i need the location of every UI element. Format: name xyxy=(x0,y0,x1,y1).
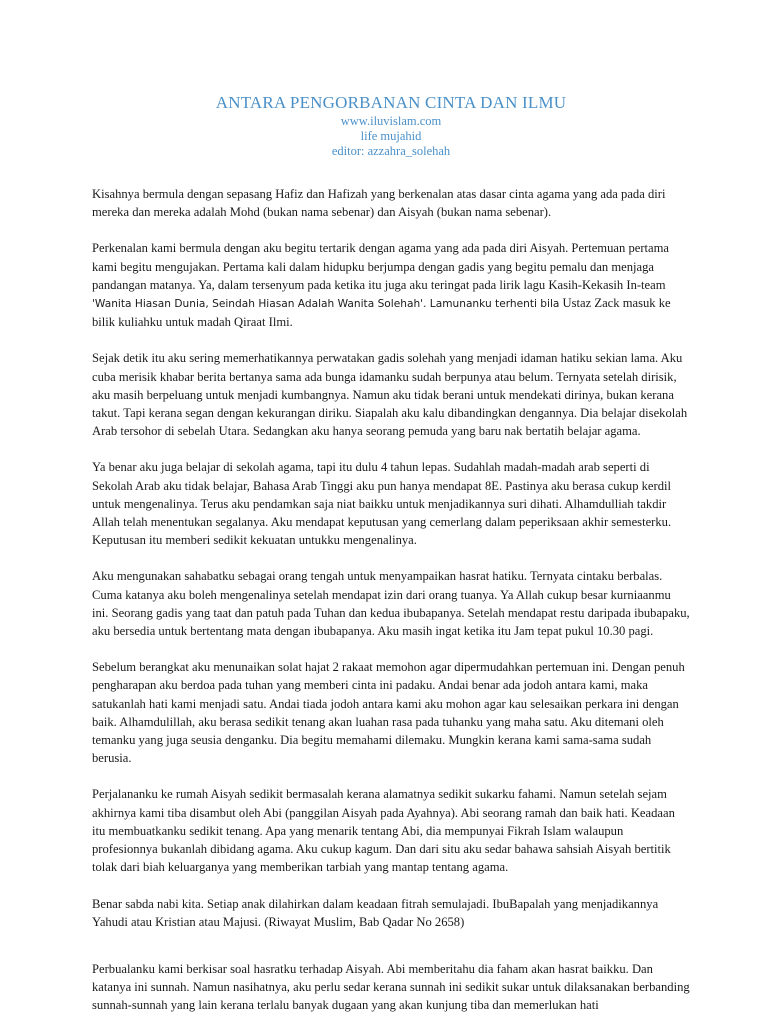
paragraph-9: Perbualanku kami berkisar soal hasratku terhadap Aisyah. Abi memberitahu dia faham akan hasrat baikku. Dan katanya ini sunnah. Namun nasihatnya, aku perlu sedar kerana sunnah ini sedikit sukar untuk dilaksanakan berbanding sunnah-sunnah yang lain kerana terlalu banyak dugaan yang akan kunjung tiba dan memerlukan hati xyxy=(92,961,690,1013)
paragraph-1: Kisahnya bermula dengan sepasang Hafiz dan Hafizah yang berkenalan atas dasar cinta agama yang ada pada diri mereka dan mereka adalah Mohd (bukan nama sebenar) dan Aisyah (bukan nama sebenar). xyxy=(92,187,666,220)
paragraph-6: Sebelum berangkat aku menunaikan solat hajat 2 rakaat memohon agar dipermudahkan pertemuan ini. Dengan penuh pengharapan aku berdoa pada tuhan yang memberi cinta ini padaku. Andai benar ada jodoh antara kami, maka satukanlah hati kami menjadi satu. Andai tiada jodoh antara kami aku mohon agar kau selesaikan perkara ini dengan baik. Alhamdulillah, aku berasa sedikit tenang akan luahan rasa pada tuhanku yang maha satu. Aku ditemani oleh temanku yang juga seusia denganku. Dia begitu memahami dilemaku. Mungkin kerana kami sama-sama sudah berusia. xyxy=(92,660,685,766)
website-link[interactable]: www.iluvislam.com xyxy=(340,114,442,128)
paragraph-7: Perjalananku ke rumah Aisyah sedikit bermasalah kerana alamatnya sedikit sukarku fahami. Namun setelah sejam akhirnya kami tiba disambut oleh Abi (panggilan Aisyah pada Ayahnya). Abi seorang ramah dan baik hati. Keadaan itu membuatkanku sedikit tenang. Apa yang menarik tentang Abi, dia mempunyai Fikrah Islam walaupun profesionnya bukanlah dibidang agama. Aku cukup kagum. Dan dari situ aku sedar bahawa sahsiah Aisyah bertitik tolak dari biah keluarganya yang memberikan tarbiah yang mantap tentang agama. xyxy=(92,787,675,875)
song-lyric-quote: 'Wanita Hiasan Dunia, Seindah Hiasan Adalah Wanita Solehah'. Lamunanku terhenti bila xyxy=(92,298,560,311)
paragraph-5: Aku mengunakan sahabatku sebagai orang tengah untuk menyampaikan hasrat hatiku. Ternyata cintaku berbalas. Cuma katanya aku boleh mengenalinya setelah mendapat izin dari orang tuanya. Ya Allah cukup besar kurniaanmu ini. Seorang gadis yang taat dan patuh pada Tuhan dan kedua ibubapanya. Setelah mendapat restu daripada ibubapaku, aku bersedia untuk bertentang mata dengan ibubapanya. Aku masih ingat ketika itu Jam tepat pukul 10.30 pagi. xyxy=(92,569,690,639)
paragraph-3: Sejak detik itu aku sering memerhatikannya perwatakan gadis solehah yang menjadi idaman hatiku sekian lama. Aku cuba merisik khabar berita bertanya sama ada bunga idamanku sudah berpunya atau belum. Ternyata setelah dirisik, aku masih berpeluang untuk menjadi kumbangnya. Namun aku tidak berani untuk mendekati dirinya, bukan kerana takut. Tapi kerana segan dengan kekurangan diriku. Siapalah aku kalu dibandingkan dengannya. Dia belajar disekolah Arab tersohor di sebelah Utara. Sedangkan aku hanya seorang pemuda yang baru nak bertatih belajar agama. xyxy=(92,351,688,439)
paragraph-2-text-end: Ustaz Zack masuk ke bilik kuliahku untuk madah Qiraat Ilmi. xyxy=(92,296,671,330)
article-header xyxy=(92,92,690,159)
paragraph-4: Ya benar aku juga belajar di sekolah agama, tapi itu dulu 4 tahun lepas. Sudahlah madah-madah arab seperti di Sekolah Arab aku tidak belajar, Bahasa Arab Tinggi aku pun hanya mendapat 8E. Pastinya aku berasa cukup kerdil untuk mengenalinya. Terus aku pendamkan saja niat baikku untuk menjadikannya suri dihati. Alhamdulliah takdir Allah telah menentukan segalanya. Aku mendapat keputusan yang cemerlang dalam peperiksaan akhir semesterku. Keputusan itu memberi sedikit kekuatan untukku mengenalinya. xyxy=(92,460,672,548)
source-label: life mujahid xyxy=(360,129,422,143)
paragraph-8: Benar sabda nabi kita. Setiap anak dilahirkan dalam keadaan fitrah semulajadi. IbuBapalah yang menjadikannya Yahudi atau Kristian atau Majusi. (Riwayat Muslim, Bab Qadar No 2658) xyxy=(92,896,659,929)
editor-label: editor: azzahra_solehah xyxy=(331,144,451,158)
article-body xyxy=(92,185,690,1015)
article-title: ANTARA PENGORBANAN CINTA DAN ILMU xyxy=(215,93,567,112)
paragraph-2-text-start: Perkenalan kami bermula dengan aku begitu tertarik dengan agama yang ada pada diri Aisyah. Pertemuan pertama kami begitu mengujakan. Pertama kali dalam hidupku berjumpa dengan gadis yang begitu pemalu dan menjaga pandangan matanya. Ya, dalam tersenyum pada ketika itu juga aku teringat pada lirik lagu Kasih-Kekasih In-team xyxy=(92,241,669,292)
paragraph-2 xyxy=(92,239,690,331)
